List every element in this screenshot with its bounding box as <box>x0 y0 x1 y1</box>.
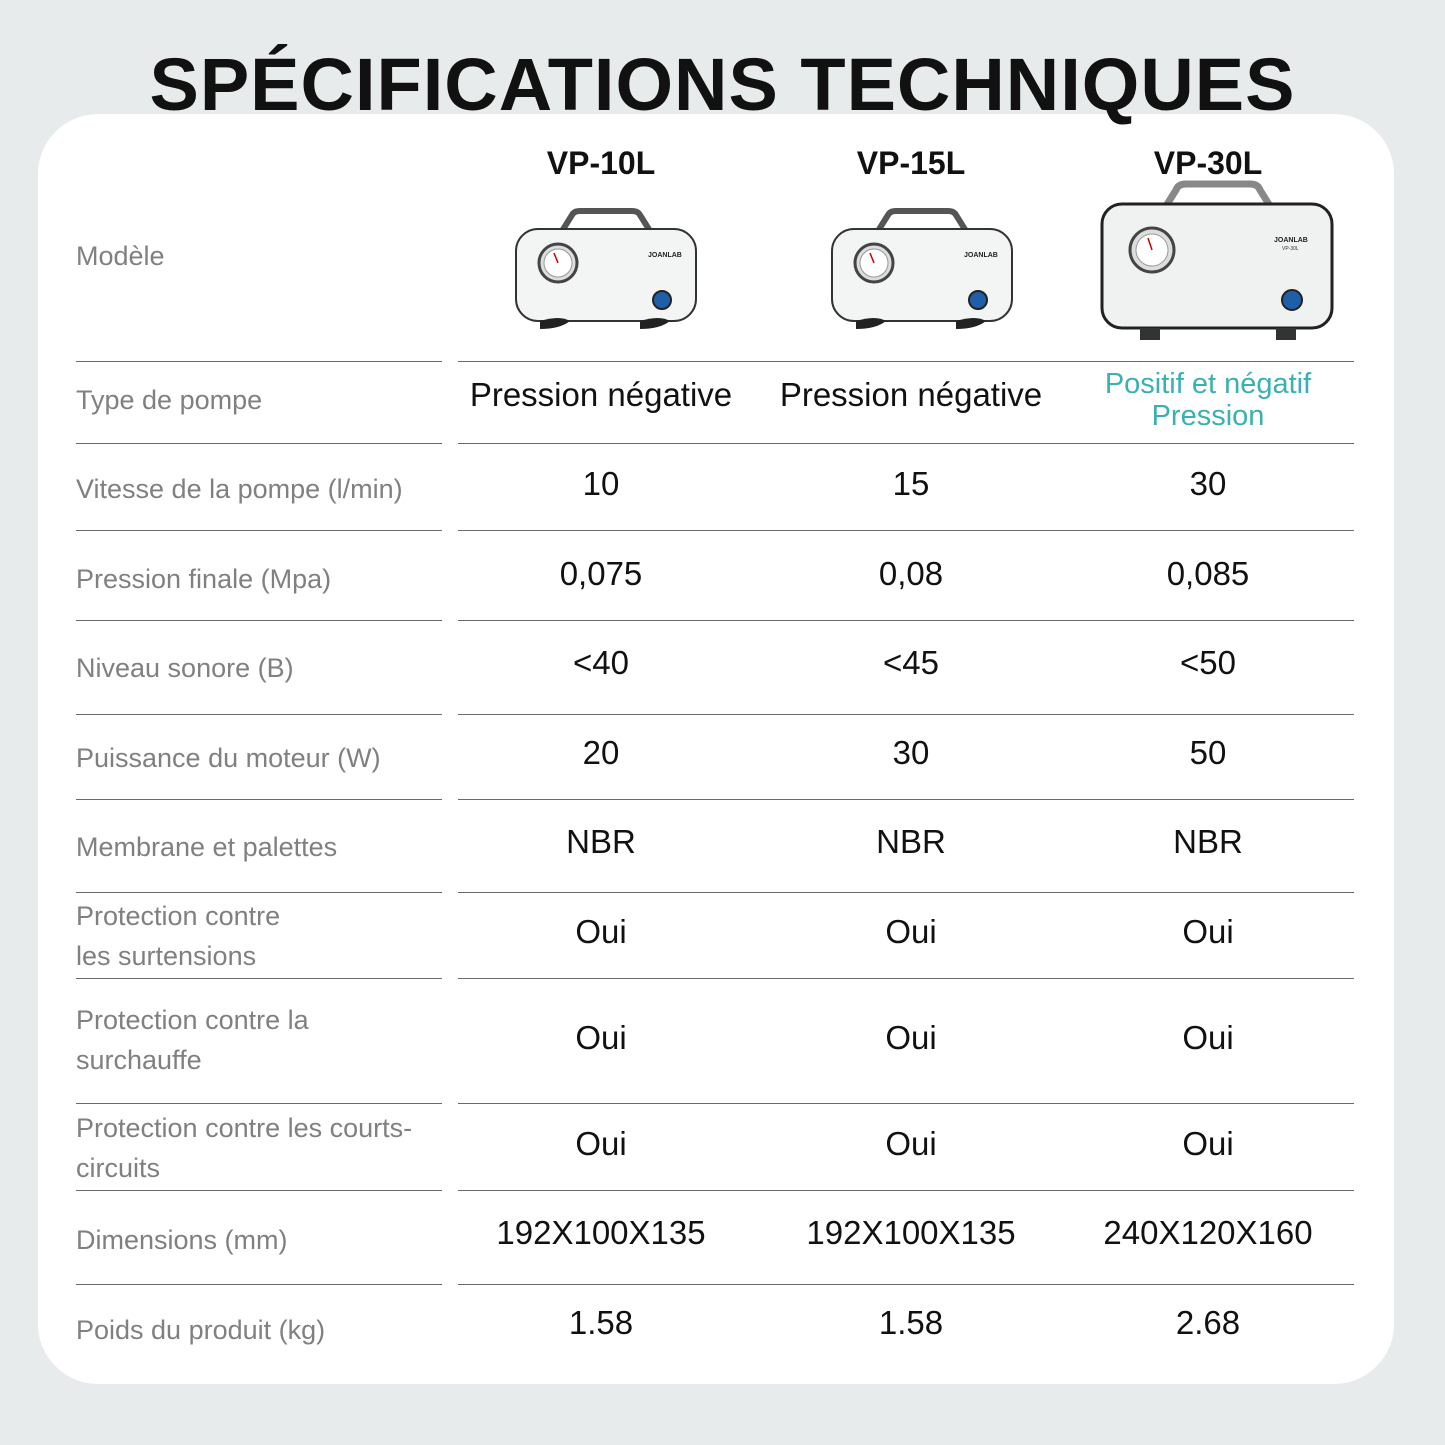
row-divider <box>458 361 1354 362</box>
row-divider <box>76 361 442 362</box>
pump-brand-text: JOANLAB <box>964 252 998 259</box>
cell-short-circuit-vp10l: Oui <box>575 1125 627 1162</box>
label-line: Protection contre les courts- <box>76 1113 413 1143</box>
row-divider <box>458 530 1354 531</box>
cell-membrane-vp15l: NBR <box>876 823 946 860</box>
row-divider <box>458 714 1354 715</box>
cell-pump-type-vp10l: Pression négative <box>469 376 733 413</box>
row-divider <box>458 799 1354 800</box>
row-label-weight: Poids du produit (kg) <box>76 1315 326 1345</box>
row-label-model: Modèle <box>76 241 165 271</box>
label-line: Protection contre <box>76 901 281 931</box>
cell-dimensions-vp15l: 192X100X135 <box>806 1214 1016 1251</box>
label-line: les surtensions <box>76 941 257 971</box>
row-divider <box>76 978 442 979</box>
row-label-overheat-protection <box>76 1000 309 1080</box>
row-divider <box>76 1103 442 1104</box>
row-divider <box>76 530 442 531</box>
cell-speed-vp30l: 30 <box>1189 465 1227 502</box>
cell-short-circuit-vp30l: Oui <box>1182 1125 1234 1162</box>
row-divider <box>458 1284 1354 1285</box>
row-divider <box>458 978 1354 979</box>
cell-membrane-vp10l: NBR <box>566 823 636 860</box>
row-label-dimensions: Dimensions (mm) <box>76 1225 288 1255</box>
cell-weight-vp15l: 1.58 <box>878 1304 944 1341</box>
cell-noise-vp30l: <50 <box>1180 644 1236 681</box>
row-divider <box>76 443 442 444</box>
row-divider <box>76 1284 442 1285</box>
model-name-vp15l: VP-15L <box>856 145 966 181</box>
label-line: Protection contre la <box>76 1005 309 1035</box>
cell-overvoltage-vp15l: Oui <box>885 913 937 950</box>
row-divider <box>76 620 442 621</box>
cell-pump-type-vp30l: Positif et négatif Pression <box>1104 368 1312 432</box>
row-divider <box>458 1190 1354 1191</box>
pump-image-vp10l <box>510 205 702 335</box>
cell-pressure-vp30l: 0,085 <box>1166 555 1250 592</box>
cell-speed-vp15l: 15 <box>892 465 930 502</box>
row-label-pump-type: Type de pompe <box>76 385 263 415</box>
cell-overvoltage-vp10l: Oui <box>575 913 627 950</box>
cell-overheat-vp30l: Oui <box>1182 1019 1234 1056</box>
row-label-short-circuit-protection <box>76 1108 412 1188</box>
model-name-vp30l: VP-30L <box>1153 145 1263 181</box>
row-divider <box>458 1103 1354 1104</box>
cell-dimensions-vp10l: 192X100X135 <box>496 1214 706 1251</box>
row-label-overvoltage-protection <box>76 896 280 976</box>
cell-pressure-vp15l: 0,08 <box>878 555 944 592</box>
cell-power-vp15l: 30 <box>892 734 930 771</box>
cell-noise-vp10l: <40 <box>573 644 629 681</box>
cell-power-vp10l: 20 <box>582 734 620 771</box>
cell-pump-type-vp15l: Pression négative <box>779 376 1043 413</box>
row-divider <box>76 799 442 800</box>
cell-membrane-vp30l: NBR <box>1173 823 1243 860</box>
pump-image-vp15l <box>826 205 1018 335</box>
row-label-noise-level: Niveau sonore (B) <box>76 653 294 683</box>
cell-weight-vp10l: 1.58 <box>568 1304 634 1341</box>
cell-weight-vp30l: 2.68 <box>1175 1304 1241 1341</box>
row-label-membrane: Membrane et palettes <box>76 832 338 862</box>
row-divider <box>458 620 1354 621</box>
cell-overheat-vp15l: Oui <box>885 1019 937 1056</box>
cell-overvoltage-vp30l: Oui <box>1182 913 1234 950</box>
row-divider <box>458 892 1354 893</box>
row-label-final-pressure: Pression finale (Mpa) <box>76 564 332 594</box>
cell-speed-vp10l: 10 <box>582 465 620 502</box>
label-line: surchauffe <box>76 1045 202 1075</box>
cell-pressure-vp10l: 0,075 <box>559 555 643 592</box>
cell-power-vp30l: 50 <box>1189 734 1227 771</box>
model-name-vp10l: VP-10L <box>546 145 656 181</box>
cell-overheat-vp10l: Oui <box>575 1019 627 1056</box>
row-label-motor-power: Puissance du moteur (W) <box>76 743 381 773</box>
pump-brand-text: JOANLAB <box>1274 237 1308 244</box>
cell-noise-vp15l: <45 <box>883 644 939 681</box>
cell-short-circuit-vp15l: Oui <box>885 1125 937 1162</box>
pump-brand-text: JOANLAB <box>648 252 682 259</box>
pump-image-vp30l <box>1096 180 1338 346</box>
row-label-pump-speed: Vitesse de la pompe (l/min) <box>76 474 403 504</box>
label-line: circuits <box>76 1153 161 1183</box>
row-divider <box>76 892 442 893</box>
page-title: SPÉCIFICATIONS TECHNIQUES <box>149 43 1296 126</box>
row-divider <box>458 443 1354 444</box>
pump-model-plate: VP-30L <box>1282 246 1299 252</box>
cell-dimensions-vp30l: 240X120X160 <box>1103 1214 1313 1251</box>
row-divider <box>76 714 442 715</box>
row-divider <box>76 1190 442 1191</box>
